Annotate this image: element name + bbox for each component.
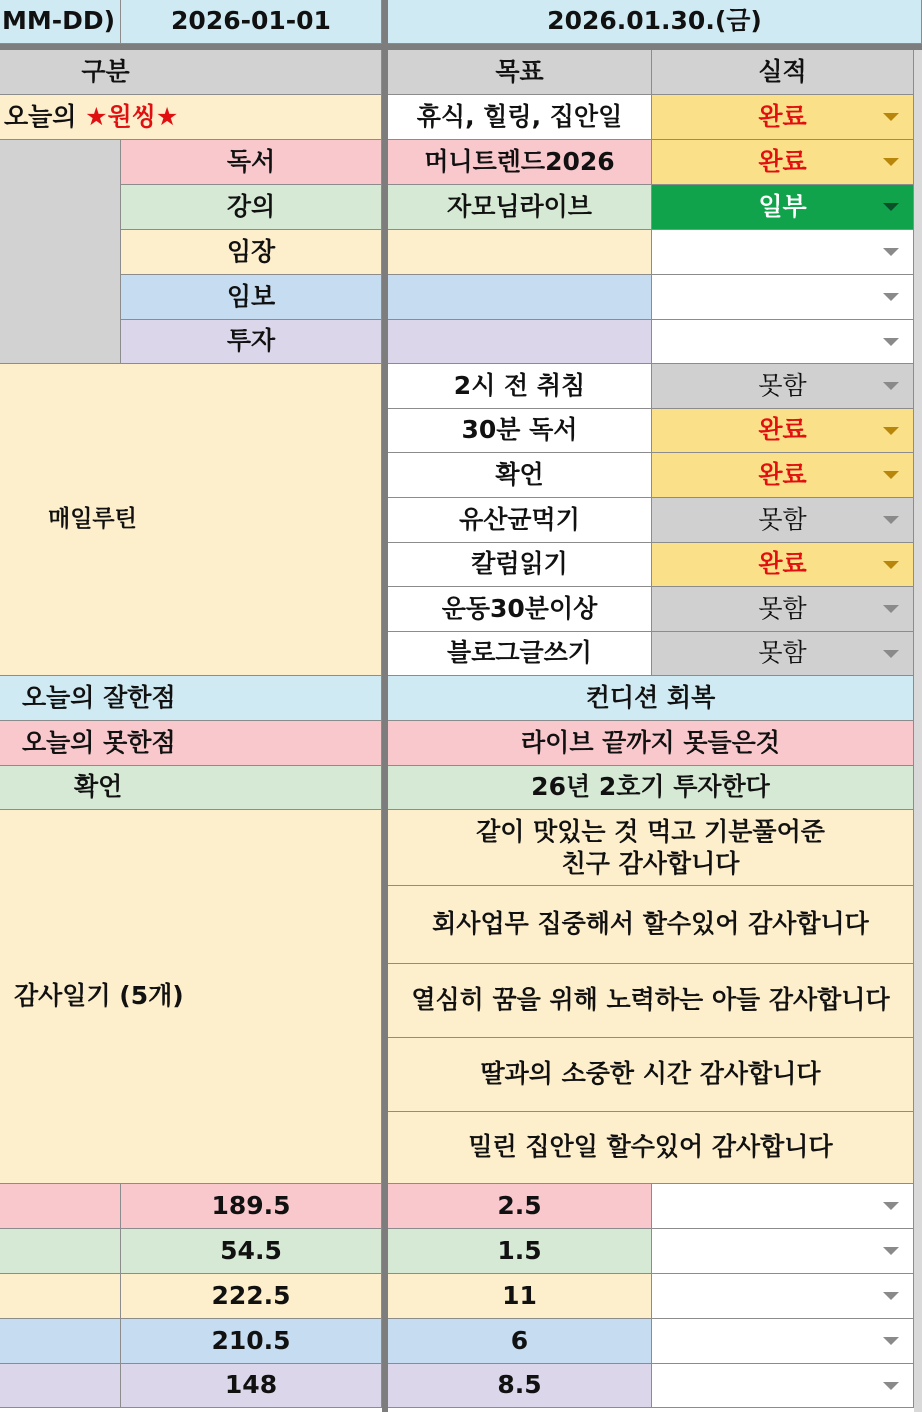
frozen-pane-divider[interactable] (382, 0, 388, 1412)
affirm-label-cell[interactable] (0, 766, 382, 810)
routine-result-text: 못함 (758, 370, 807, 400)
totals-result-dropdown[interactable] (652, 1229, 914, 1274)
one-thing-label-cell[interactable] (0, 95, 382, 140)
study-goal-text: 자모님라이브 (447, 191, 592, 221)
chevron-down-icon[interactable] (883, 1382, 899, 1390)
chevron-down-icon[interactable] (883, 382, 899, 390)
routine-result-text: 완료 (758, 549, 807, 579)
cumulative-value: 210.5 (211, 1325, 291, 1355)
study-result-site-visit-dropdown[interactable] (652, 230, 914, 275)
routine-goal[interactable] (388, 364, 652, 409)
chevron-down-icon[interactable] (883, 1337, 899, 1345)
gratitude-label: 감사일기 (5개) (14, 981, 184, 1011)
study-label-lecture[interactable] (121, 185, 382, 230)
totals-row-label[interactable] (0, 1184, 121, 1229)
gratitude-text: 밀린 집안일 할수있어 감사합니다 (468, 1132, 833, 1162)
gratitude-item[interactable] (388, 810, 914, 886)
chevron-down-icon[interactable] (883, 158, 899, 166)
chevron-down-icon[interactable] (883, 1202, 899, 1210)
gratitude-item[interactable] (388, 1112, 914, 1184)
study-label-site-visit[interactable] (121, 230, 382, 275)
totals-today[interactable] (388, 1274, 652, 1319)
study-result-reading-dropdown[interactable] (652, 140, 914, 185)
one-thing-goal[interactable] (388, 95, 652, 140)
one-thing-goal-text: 휴식, 힐링, 집안일 (416, 101, 623, 131)
study-label-text: 임장 (226, 236, 276, 266)
study-label-text: 독서 (226, 146, 276, 176)
bad-label: 오늘의 못한점 (22, 727, 176, 757)
totals-row-label[interactable] (0, 1364, 121, 1408)
start-date: 2026-01-01 (171, 6, 331, 36)
study-label-text: 임보 (226, 281, 276, 311)
study-label-text: 투자 (226, 326, 276, 356)
result-header-text: 실적 (758, 56, 807, 86)
totals-cumulative[interactable] (121, 1274, 382, 1319)
good-value-cell[interactable] (388, 676, 914, 721)
study-goal-report[interactable] (388, 275, 652, 320)
routine-result-dropdown[interactable] (652, 632, 914, 676)
routine-result-text: 못함 (758, 504, 807, 534)
today-value: 8.5 (497, 1370, 542, 1400)
one-thing-label: 오늘의 (4, 101, 86, 131)
chevron-down-icon[interactable] (883, 248, 899, 256)
one-thing-star-text: ★원씽★ (85, 101, 179, 131)
totals-today[interactable] (388, 1319, 652, 1364)
today-value: 1.5 (497, 1235, 542, 1265)
current-date-cell[interactable] (388, 0, 922, 44)
totals-result-dropdown[interactable] (652, 1274, 914, 1319)
routine-goal-text: 칼럼읽기 (471, 549, 568, 579)
routine-result-dropdown[interactable] (652, 498, 914, 543)
study-result-text: 일부 (758, 191, 807, 221)
routine-label-cell[interactable] (0, 364, 382, 676)
routine-goal-text: 운동30분이상 (441, 593, 598, 623)
study-label-investment[interactable] (121, 320, 382, 364)
study-goal-text: 머니트렌드2026 (424, 146, 615, 176)
study-goal-investment[interactable] (388, 320, 652, 364)
totals-today[interactable] (388, 1229, 652, 1274)
totals-result-dropdown[interactable] (652, 1319, 914, 1364)
gratitude-text: 같이 맛있는 것 먹고 기분풀어준 친구 감사합니다 (476, 817, 825, 878)
routine-goal[interactable] (388, 453, 652, 498)
study-label-text: 강의 (226, 191, 276, 221)
routine-goal[interactable] (388, 587, 652, 632)
totals-row-label[interactable] (0, 1319, 121, 1364)
totals-cumulative[interactable] (121, 1184, 382, 1229)
chevron-down-icon[interactable] (883, 427, 899, 435)
category-header-text: 구분 (81, 56, 130, 86)
chevron-down-icon[interactable] (883, 203, 899, 211)
chevron-down-icon[interactable] (883, 1247, 899, 1255)
study-label-reading[interactable] (121, 140, 382, 185)
chevron-down-icon[interactable] (883, 338, 899, 346)
chevron-down-icon[interactable] (883, 561, 899, 569)
current-date: 2026.01.30.(금) (547, 6, 762, 36)
category-header[interactable] (0, 50, 382, 95)
routine-result-text: 완료 (758, 459, 807, 489)
totals-row-label[interactable] (0, 1274, 121, 1319)
totals-cumulative[interactable] (121, 1229, 382, 1274)
routine-goal[interactable] (388, 543, 652, 587)
study-result-report-dropdown[interactable] (652, 275, 914, 320)
chevron-down-icon[interactable] (883, 650, 899, 658)
cumulative-value: 189.5 (211, 1190, 291, 1220)
routine-result-text: 완료 (758, 415, 807, 445)
totals-cumulative[interactable] (121, 1364, 382, 1408)
bad-label-cell[interactable] (0, 721, 382, 766)
totals-row-label[interactable] (0, 1229, 121, 1274)
totals-result-dropdown[interactable] (652, 1184, 914, 1229)
chevron-down-icon[interactable] (883, 516, 899, 524)
routine-goal-text: 확언 (495, 459, 544, 489)
chevron-down-icon[interactable] (883, 471, 899, 479)
study-result-investment-dropdown[interactable] (652, 320, 914, 364)
routine-goal[interactable] (388, 409, 652, 453)
today-value: 2.5 (497, 1190, 542, 1220)
good-label-cell[interactable] (0, 676, 382, 721)
format-label: MM-DD) (2, 6, 116, 36)
bad-value: 라이브 끝까지 못들은것 (521, 727, 780, 757)
start-date-cell[interactable] (121, 0, 382, 44)
study-group-cell[interactable] (0, 140, 121, 364)
routine-goal-text: 2시 전 취침 (453, 370, 586, 400)
format-label-cell[interactable] (0, 0, 121, 44)
totals-result-dropdown[interactable] (652, 1364, 914, 1408)
chevron-down-icon[interactable] (883, 605, 899, 613)
next-column-edge (914, 50, 922, 1412)
result-header[interactable] (652, 50, 914, 95)
routine-result-text: 못함 (758, 593, 807, 623)
affirm-value-cell[interactable] (388, 766, 914, 810)
goal-header[interactable] (388, 50, 652, 95)
gratitude-text: 회사업무 집중해서 할수있어 감사합니다 (432, 909, 869, 939)
routine-goal-text: 30분 독서 (461, 415, 578, 445)
good-value: 컨디션 회복 (585, 682, 716, 712)
chevron-down-icon[interactable] (883, 1292, 899, 1300)
routine-goal[interactable] (388, 498, 652, 543)
bad-value-cell[interactable] (388, 721, 914, 766)
study-goal-site-visit[interactable] (388, 230, 652, 275)
one-thing-result-dropdown[interactable] (652, 95, 914, 140)
gratitude-text: 열심히 꿈을 위해 노력하는 아들 감사합니다 (411, 985, 890, 1015)
affirm-label: 확언 (74, 772, 123, 802)
cumulative-value: 222.5 (211, 1280, 291, 1310)
study-goal-lecture[interactable] (388, 185, 652, 230)
one-thing-result-text: 완료 (758, 101, 807, 131)
good-label: 오늘의 잘한점 (22, 682, 176, 712)
chevron-down-icon[interactable] (883, 113, 899, 121)
study-label-report[interactable] (121, 275, 382, 320)
routine-result-dropdown[interactable] (652, 453, 914, 498)
routine-result-text: 못함 (758, 638, 807, 668)
totals-today[interactable] (388, 1364, 652, 1408)
today-value: 11 (502, 1280, 537, 1310)
totals-cumulative[interactable] (121, 1319, 382, 1364)
routine-result-dropdown[interactable] (652, 364, 914, 409)
routine-goal-text: 블로그글쓰기 (447, 638, 592, 668)
study-goal-reading[interactable] (388, 140, 652, 185)
totals-today[interactable] (388, 1184, 652, 1229)
affirm-value: 26년 2호기 투자한다 (531, 772, 770, 802)
cumulative-value: 54.5 (220, 1235, 282, 1265)
routine-goal-text: 유산균먹기 (459, 504, 580, 534)
routine-result-dropdown[interactable] (652, 587, 914, 632)
gratitude-item[interactable] (388, 1038, 914, 1112)
gratitude-label-cell[interactable] (0, 810, 382, 1184)
goal-header-text: 목표 (495, 56, 544, 86)
cumulative-value: 148 (224, 1370, 278, 1400)
routine-result-dropdown[interactable] (652, 409, 914, 453)
gratitude-text: 딸과의 소중한 시간 감사합니다 (480, 1059, 821, 1089)
study-result-text: 완료 (758, 146, 807, 176)
routine-goal[interactable] (388, 632, 652, 676)
routine-result-dropdown[interactable] (652, 543, 914, 587)
today-value: 6 (510, 1325, 529, 1355)
study-result-lecture-dropdown[interactable] (652, 185, 914, 230)
gratitude-item[interactable] (388, 964, 914, 1038)
routine-label: 매일루틴 (48, 505, 137, 532)
gratitude-item[interactable] (388, 886, 914, 964)
chevron-down-icon[interactable] (883, 293, 899, 301)
